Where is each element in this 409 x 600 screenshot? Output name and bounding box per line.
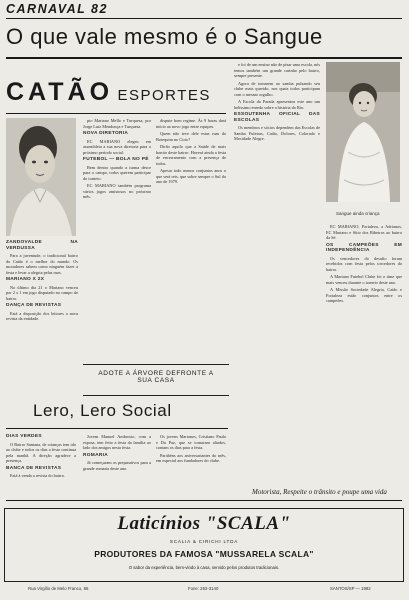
social-col1-text-2: Está à venda a revista do bairro. bbox=[10, 473, 66, 478]
col5-paragraph-1: EC MARIANO, Fortaleza, a Adrianos, EC Mariano e Sítio dos Ribeiros ao bairro da Sé. bbox=[326, 224, 402, 240]
masthead bbox=[6, 78, 211, 107]
col1-subhead-1: ZANDOVALDE NA VERDUSSA bbox=[6, 240, 78, 251]
column-3 bbox=[156, 118, 226, 363]
ad-brand: Laticínios "SCALA" bbox=[117, 513, 291, 534]
col2-paragraph-4: EC MARIANO também programa vários jogos amistosos no próximo mês. bbox=[83, 183, 151, 199]
col1-subhead-3: DANÇA DE REVISTAS bbox=[6, 303, 62, 308]
social-col1-head: DIAS VERDES bbox=[6, 434, 42, 439]
column-2 bbox=[83, 118, 151, 363]
column-4 bbox=[234, 62, 320, 480]
col3-paragraph-3: Dirão aquilo que a Saúde de mais bonito deste bairro. Haverá ainda a festa de encerramento com a presença de todos. bbox=[156, 144, 226, 166]
portrait-illustration bbox=[6, 118, 76, 236]
col4-paragraph-1: e foi de um ensino não de pisar uma escola, nós temos também um grande carinho pelo bairro, sempre presente. bbox=[234, 62, 320, 78]
col2-paragraph-2: EC MARIANO elegeu em assembleia a sua nova diretoria para o próximo período social. bbox=[83, 138, 151, 155]
social-col1-text: O Bairro Santana, de crianças tem ido ao clube e todos os dias a festa continua pela manhã. A direção agradece a presença. bbox=[6, 441, 76, 463]
column-5 bbox=[326, 224, 402, 480]
social-col2-text: Jovem Manuel Ambrosio, com a esposa, tem feito a festa da família ao lado dos amigos nesta festa. bbox=[83, 434, 151, 450]
social-col2-text-2: Já começaram os preparativos para a grande romaria deste ano. bbox=[83, 460, 151, 471]
section-kicker: CARNAVAL 82 bbox=[6, 2, 108, 16]
col1-subhead-2: MARIANO X 2X bbox=[6, 277, 45, 282]
footer-address: Rua Virgílio de Melo Franco, 86 bbox=[28, 586, 89, 591]
ad-tagline: O sabor da experiência, bem-vindo à casa, servido pelos produtos tradicionais. bbox=[128, 565, 280, 570]
col4-subhead-1: ESSOUTENHA OFICIAL DAS ESCOLAS bbox=[234, 112, 320, 123]
ad-product-line: PRODUTORES DA FAMOSA "MUSSARELA SCALA" bbox=[94, 549, 314, 559]
social-column-2 bbox=[83, 434, 151, 498]
social-column-3 bbox=[156, 434, 226, 498]
ad-company: SCALIA & CIRICHI LTDA bbox=[169, 539, 239, 544]
headline: O que vale mesmo é o Sangue bbox=[6, 24, 323, 49]
child-photo-caption: Sangue ainda criança bbox=[336, 211, 380, 216]
social-col3-text-2: Parabéns aos aniversariantes do mês, em especial aos fundadores do clube. bbox=[156, 452, 226, 463]
col2-subhead-1: NOVA DIRETORIA bbox=[83, 131, 129, 136]
col5-subhead-1: OS CAMPEÕES EM INDEPENDÊNCIA bbox=[326, 242, 402, 253]
child-photo bbox=[326, 62, 400, 202]
col3-paragraph-1: dispute bom regime. Ás 9 horas dará início ao novo jogo entre equipes. bbox=[156, 118, 226, 129]
headline-rule bbox=[6, 57, 402, 59]
col4-paragraph-2: Agora de tomarem ao samba pulsando seu clube mais querido, nos quais todos participam com o mesmo orgulho. bbox=[234, 80, 320, 97]
social-col2-head: ROMARIA bbox=[83, 452, 109, 458]
bottom-rule bbox=[6, 500, 402, 501]
masthead-small: ESPORTES bbox=[117, 87, 211, 104]
col5-paragraph-4: A Missão Sociedade Alegria, Catão e Fortaleza estão conjuntos entre os campeões. bbox=[326, 287, 402, 303]
masthead-rule bbox=[6, 113, 226, 114]
col2-paragraph-1: pio Mariano Mello e Turquesa, por Jorge Luiz Mendonça e Turquesa. bbox=[83, 118, 151, 129]
col3-paragraph-2: Quem não teve dele estas ruas do Botequim no Cirio? bbox=[156, 131, 226, 142]
column-1 bbox=[6, 240, 78, 428]
social-col3-text: Os jovens Marianos, Cristiano Paulo e Da Paz, que se tornaram aliados, contam os dias para a festa. bbox=[156, 434, 226, 450]
col3-paragraph-4: Apesar todo menos conjuntos anos o que será reis, que sobre sempre o Sul do ano de 1979. bbox=[156, 168, 226, 184]
footer-phone: Fone: 262-3140 bbox=[188, 586, 219, 591]
col4-paragraph-3: A Escola da Parada apresentou este ano um belíssimo enredo sobre a história do Rio. bbox=[234, 99, 320, 110]
masthead-big: CATÃO bbox=[6, 78, 114, 106]
social-rule bbox=[6, 428, 228, 429]
tree-campaign-text: ADOTE A ÁRVORE DEFRONTE A SUA CASA bbox=[98, 370, 214, 384]
col1-paragraph-2: No último dia 21 o Mariano venceu por 2 x 1 em jogo disputado no campo do bairro. bbox=[6, 284, 78, 301]
col5-paragraph-3: A Mariano Futebol Clube foi o time que mais venceu durante o torneio deste ano. bbox=[326, 274, 402, 285]
portrait-photo bbox=[6, 118, 76, 236]
col5-paragraph-2: Os vencedores do desafio foram recebidos com festa pelos torcedores do bairro. bbox=[326, 255, 402, 272]
advertisement bbox=[4, 508, 404, 582]
tree-campaign-box bbox=[83, 364, 229, 396]
col1-paragraph-1: Para a juventude, o tradicional bairro do Catão é o melhor do mundo. Os moradores sabem como ninguém fazer a festa e levar a alegria pelas ruas. bbox=[6, 253, 78, 275]
social-column-title: Lero, Lero Social bbox=[33, 401, 172, 420]
child-illustration bbox=[326, 62, 400, 202]
social-column-1 bbox=[6, 434, 76, 498]
footer-date: SANTOS/SP — 1982 bbox=[330, 586, 371, 591]
social-col1-head-2: BANCA DE REVISTAS bbox=[6, 465, 62, 471]
top-rule bbox=[6, 18, 402, 19]
col2-paragraph-3: Bem dentro quando a turma desce para o campo, todos querem participar do torneio. bbox=[83, 164, 151, 181]
col2-subhead-2: FUTEBOL — BOLA NO PÉ bbox=[83, 157, 149, 162]
col4-paragraph-4: Os membros e sócios dependem das Escolas de Samba Fuleiras, Catão, Dolores, Colorado e Mocidade Alegre. bbox=[234, 125, 320, 141]
col1-paragraph-3: Está a disposição dos leitores a nova revista da entidade. bbox=[6, 310, 78, 321]
traffic-slogan: Motorista, Respeite o trânsito e poupe uma vida bbox=[252, 488, 387, 496]
